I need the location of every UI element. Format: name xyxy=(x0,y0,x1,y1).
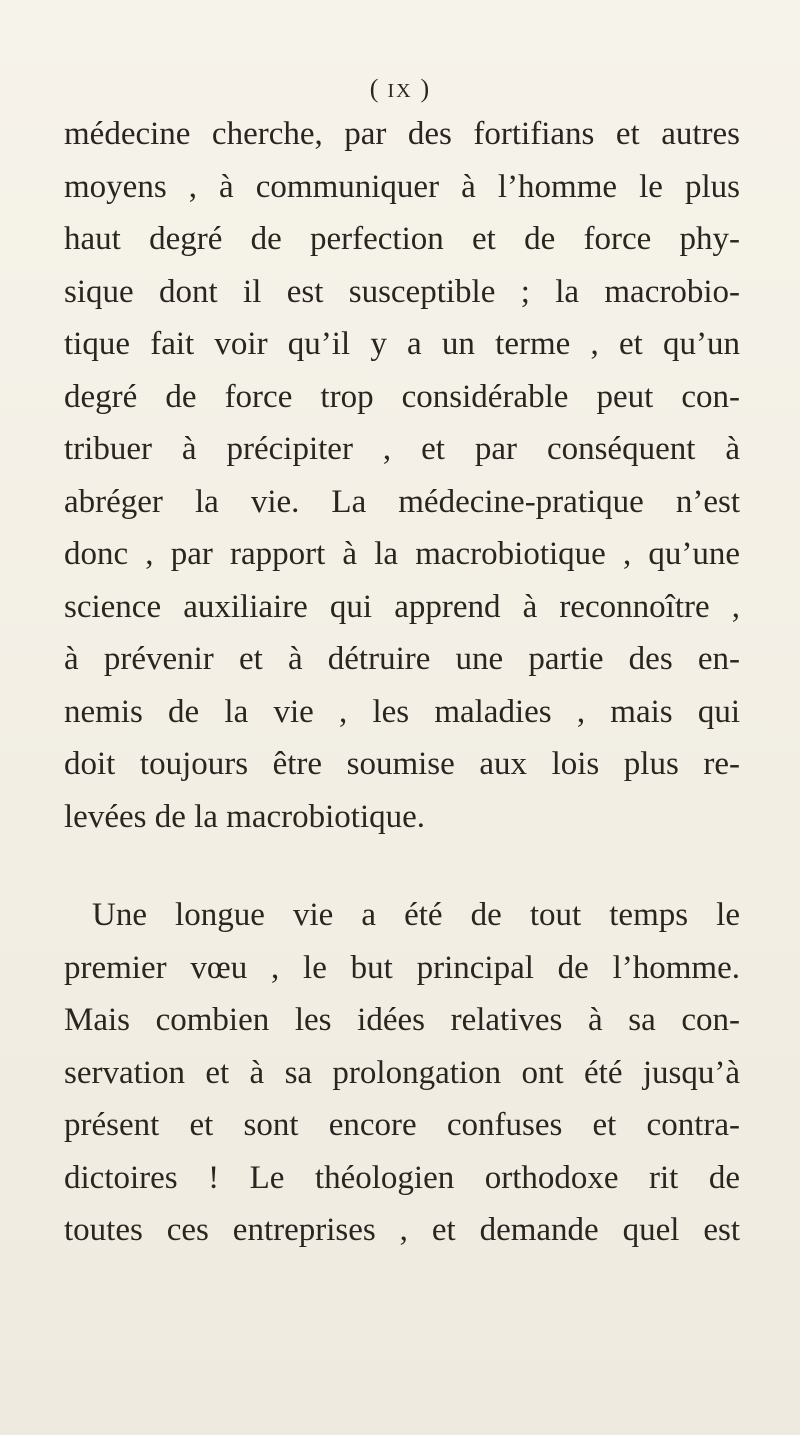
text-line: science auxiliaire qui apprend à reconnoître , xyxy=(64,588,740,625)
text-line: nemis de la vie , les maladies , mais qui xyxy=(64,693,740,730)
text-line: dictoires ! Le théologien orthodoxe rit de xyxy=(64,1159,740,1196)
page-header xyxy=(0,72,800,108)
text-line: moyens , à communiquer à l’homme le plus xyxy=(64,168,740,205)
text-line: Mais combien les idées relatives à sa con- xyxy=(64,1002,740,1038)
text-line: servation et à sa prolongation ont été jusqu’à xyxy=(64,1054,740,1091)
paragraph-1 xyxy=(64,108,740,843)
text-line: doit toujours être soumise aux lois plus re- xyxy=(64,746,740,782)
text-line: donc , par rapport à la macrobiotique , qu’une xyxy=(64,536,740,572)
header-open-paren: ( xyxy=(369,74,380,103)
text-line: médecine cherche, par des fortifians et autres xyxy=(64,116,740,152)
text-line: tique fait voir qu’il y a un terme , et qu’un xyxy=(64,326,740,362)
header-close-paren: ) xyxy=(420,74,431,103)
text-line: haut degré de perfection et de force phy- xyxy=(64,221,740,257)
page-body xyxy=(64,108,740,1257)
text-line: Une longue vie a été de tout temps le xyxy=(92,897,740,933)
text-line: présent et sont encore confuses et contra- xyxy=(64,1107,740,1143)
paragraph-2 xyxy=(64,889,740,1257)
text-line: abréger la vie. La médecine-pratique n’est xyxy=(64,483,740,520)
text-line: levées de la macrobiotique. xyxy=(64,798,426,835)
page-number: IX xyxy=(387,80,413,102)
text-line: sique dont il est susceptible ; la macrobio- xyxy=(64,273,740,310)
paragraph-gap xyxy=(64,843,740,889)
text-line: premier vœu , le but principal de l’homme. xyxy=(64,949,740,986)
text-line: tribuer à précipiter , et par conséquent à xyxy=(64,431,740,467)
text-line: degré de force trop considérable peut con- xyxy=(64,378,740,415)
text-line: toutes ces entreprises , et demande quel est xyxy=(64,1212,740,1248)
text-line: à prévenir et à détruire une partie des en- xyxy=(64,641,740,677)
